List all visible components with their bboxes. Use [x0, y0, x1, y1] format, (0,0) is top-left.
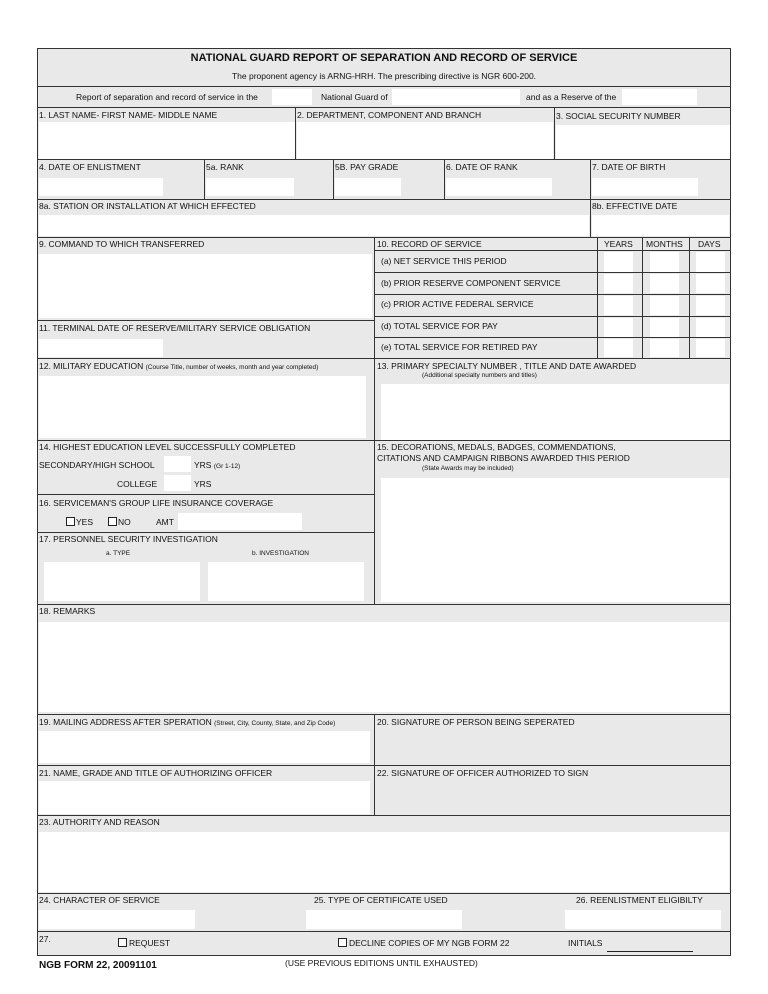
field-8a-label: 8a. STATION OR INSTALLATION AT WHICH EFFECTED: [39, 201, 256, 211]
secondary-years-field[interactable]: [164, 456, 191, 472]
field-17b-label: b. INVESTIGATION: [252, 550, 309, 557]
college-years-field[interactable]: [164, 475, 191, 491]
sgli-yes-checkbox[interactable]: [66, 517, 75, 526]
intro-text-2: National Guard of: [321, 92, 388, 102]
form-id: NGB FORM 22, 20091101: [39, 960, 157, 971]
effective-date-field[interactable]: [592, 215, 729, 236]
grade-range-note: (Gr 1-12): [213, 463, 241, 470]
service-d-days[interactable]: [696, 318, 725, 337]
remarks-field[interactable]: [39, 622, 729, 712]
service-row-c-label: (c) PRIOR ACTIVE FEDERAL SERVICE: [381, 299, 534, 309]
field-7-label: 7. DATE OF BIRTH: [592, 162, 666, 172]
service-e-years[interactable]: [604, 339, 633, 357]
sgli-yes-label: YES: [76, 517, 94, 527]
service-b-days[interactable]: [696, 274, 725, 293]
mailing-address-field[interactable]: [39, 731, 370, 763]
field-12-note: (Course Title, number of weeks, month and year completed): [145, 364, 319, 371]
secondary-label: SECONDARY/HIGH SCHOOL: [39, 460, 155, 470]
decorations-field[interactable]: [381, 478, 729, 602]
field-17-label: 17. PERSONNEL SECURITY INVESTIGATION: [39, 534, 218, 544]
intro-state-field[interactable]: [392, 89, 520, 105]
service-a-days[interactable]: [696, 252, 725, 272]
months-header: MONTHS: [646, 239, 683, 249]
field-16-label: 16. SERVICEMAN'S GROUP LIFE INSURANCE COVERAGE: [39, 498, 274, 508]
specialty-field[interactable]: [381, 384, 729, 440]
field-21-label: 21. NAME, GRADE AND TITLE OF AUTHORIZING OFFICER: [39, 768, 273, 778]
intro-reserve-field[interactable]: [622, 89, 697, 105]
field-18-label: 18. REMARKS: [39, 606, 96, 616]
intro-text-1: Report of separation and record of service in the: [76, 92, 258, 102]
field-5b-label: 5B. PAY GRADE: [335, 162, 399, 172]
field-12-title: 12. MILITARY EDUCATION: [39, 361, 144, 371]
service-e-days[interactable]: [696, 339, 725, 357]
field-13-label: 13. PRIMARY SPECIALTY NUMBER , TITLE AND DATE AWARDED: [377, 361, 637, 371]
field-25-label: 25. TYPE OF CERTIFICATE USED: [314, 895, 448, 905]
service-b-years[interactable]: [604, 274, 633, 293]
service-c-years[interactable]: [604, 296, 633, 315]
intro-field-1[interactable]: [272, 89, 312, 105]
field-9-label: 9. COMMAND TO WHICH TRANSFERRED: [39, 239, 205, 249]
service-c-days[interactable]: [696, 296, 725, 315]
service-d-years[interactable]: [604, 318, 633, 337]
field-15-label-line2: CITATIONS AND CAMPAIGN RIBBONS AWARDED THIS PERIOD: [377, 453, 630, 463]
years-header: YEARS: [604, 239, 633, 249]
field-15-label-line1: 15. DECORATIONS, MEDALS, BADGES, COMMENDATIONS,: [377, 442, 616, 452]
initials-label: INITIALS: [568, 938, 603, 948]
form-title: NATIONAL GUARD REPORT OF SEPARATION AND RECORD OF SERVICE: [190, 52, 578, 64]
service-a-years[interactable]: [604, 252, 633, 272]
service-c-months[interactable]: [650, 296, 679, 315]
field-15-note: (State Awards may be included): [422, 465, 514, 472]
investigation-type-field[interactable]: [44, 562, 200, 601]
intro-text-3: and as a Reserve of the: [526, 92, 617, 102]
field-27-label: 27.: [39, 934, 51, 944]
station-field[interactable]: [39, 215, 589, 236]
field-13-note: (Additional specialty numbers and titles): [422, 372, 537, 379]
field-11-label: 11. TERMINAL DATE OF RESERVE/MILITARY SERVICE OBLIGATION: [39, 323, 311, 333]
service-row-d-label: (d) TOTAL SERVICE FOR PAY: [381, 321, 498, 331]
field-10-label: 10. RECORD OF SERVICE: [377, 239, 482, 249]
rank-date-field[interactable]: [446, 178, 552, 196]
terminal-date-field[interactable]: [39, 339, 163, 357]
field-1-label: 1. LAST NAME- FIRST NAME- MIDDLE NAME: [39, 110, 218, 120]
authorizing-officer-field[interactable]: [39, 781, 370, 814]
authority-reason-field[interactable]: [39, 832, 729, 892]
college-yrs-label: YRS: [194, 479, 212, 489]
pay-grade-field[interactable]: [335, 178, 401, 196]
field-5a-label: 5a. RANK: [206, 162, 244, 172]
field-8b-label: 8b. EFFECTIVE DATE: [592, 201, 678, 211]
ssn-field[interactable]: [556, 125, 730, 159]
request-checkbox[interactable]: [118, 938, 127, 947]
request-label: REQUEST: [129, 938, 171, 948]
service-a-months[interactable]: [650, 252, 679, 272]
birth-date-field[interactable]: [592, 178, 698, 196]
service-row-e-label: (e) TOTAL SERVICE FOR RETIRED PAY: [381, 342, 538, 352]
department-field[interactable]: [297, 122, 553, 160]
field-19-note: (Street, City, County, State, and Zip Code): [214, 720, 336, 727]
field-24-label: 24. CHARACTER OF SERVICE: [39, 895, 160, 905]
service-row-b-label: (b) PRIOR RESERVE COMPONENT SERVICE: [381, 278, 561, 288]
sgli-no-label: NO: [118, 517, 131, 527]
field-2-label: 2. DEPARTMENT, COMPONENT AND BRANCH: [297, 110, 482, 120]
field-26-label: 26. REENLISTMENT ELIGIBILTY: [576, 895, 703, 905]
field-20-label: 20. SIGNATURE OF PERSON BEING SEPERATED: [377, 717, 575, 727]
rank-field[interactable]: [206, 178, 294, 196]
service-row-a-label: (a) NET SERVICE THIS PERIOD: [381, 256, 507, 266]
service-e-months[interactable]: [650, 339, 679, 357]
decline-checkbox[interactable]: [338, 938, 347, 947]
reenlistment-field[interactable]: [565, 910, 721, 929]
name-field[interactable]: [39, 122, 295, 160]
sgli-amount-field[interactable]: [178, 513, 302, 530]
field-19-title: 19. MAILING ADDRESS AFTER SPERATION: [39, 717, 212, 727]
field-4-label: 4. DATE OF ENLISTMENT: [39, 162, 141, 172]
days-header: DAYS: [698, 239, 721, 249]
college-label: COLLEGE: [117, 479, 158, 489]
form-footer-note: (USE PREVIOUS EDITIONS UNTIL EXHAUSTED): [285, 958, 478, 968]
service-d-months[interactable]: [650, 318, 679, 337]
field-6-label: 6. DATE OF RANK: [446, 162, 518, 172]
sgli-no-checkbox[interactable]: [108, 517, 117, 526]
character-service-field[interactable]: [39, 910, 195, 929]
initials-line[interactable]: [607, 951, 693, 952]
military-education-field[interactable]: [39, 376, 366, 438]
certificate-type-field[interactable]: [306, 910, 462, 929]
command-field[interactable]: [39, 254, 372, 318]
decline-label: DECLINE COPIES OF MY NGB FORM 22: [349, 938, 510, 948]
form-subtitle: The proponent agency is ARNG-HRH. The prescribing directive is NGR 600-200.: [231, 71, 537, 81]
field-14-label: 14. HIGHEST EDUCATION LEVEL SUCCESSFULLY COMPLETED: [39, 442, 296, 452]
field-19-label: [39, 717, 335, 729]
field-22-label: 22. SIGNATURE OF OFFICER AUTHORIZED TO SIGN: [377, 768, 589, 778]
investigation-field[interactable]: [208, 562, 364, 601]
enlistment-date-field[interactable]: [39, 178, 163, 196]
field-3-label: 3. SOCIAL SECURITY NUMBER: [556, 111, 681, 121]
field-23-label: 23. AUTHORITY AND REASON: [39, 817, 160, 827]
field-12-label: [39, 361, 318, 373]
service-b-months[interactable]: [650, 274, 679, 293]
secondary-yrs-label: [194, 460, 240, 472]
sgli-amt-label: AMT: [156, 517, 174, 527]
yrs-text: YRS: [194, 460, 212, 470]
field-17a-label: a. TYPE: [106, 550, 131, 557]
